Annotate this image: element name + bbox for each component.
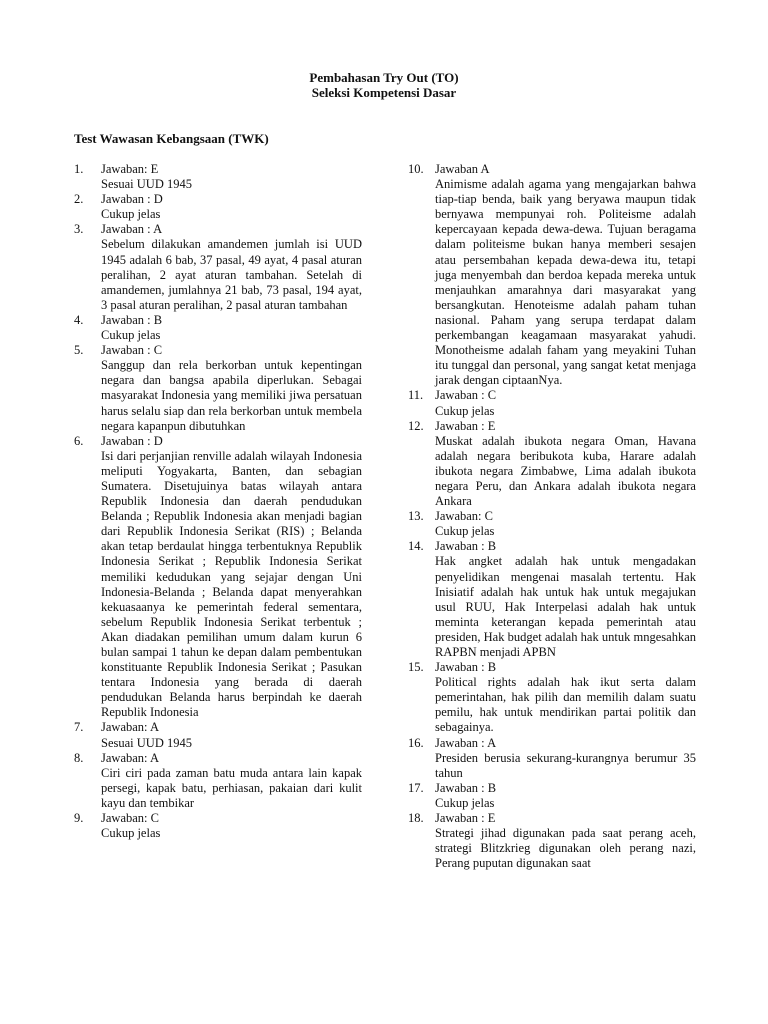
answer-explanation: Sesuai UUD 1945 <box>101 177 192 192</box>
item-number: 10. <box>408 162 424 176</box>
answer-item <box>408 811 696 871</box>
answer-explanation: Sebelum dilakukan amandemen jumlah isi UUD 1945 adalah 6 bab, 37 pasal, 49 ayat, 4 pasal aturan peralihan, 2 ayat aturan tambahan. Setelah di amandemen, jumlahnya 21 bab, 73 pasal, 194 ayat, 3 pasal aturan peralihan, 2 pasal aturan tambahan <box>101 237 362 312</box>
document-subtitle: Seleksi Kompetensi Dasar <box>311 85 457 100</box>
answer-item <box>74 313 362 343</box>
answer-item <box>408 509 696 539</box>
answer-item <box>408 419 696 510</box>
item-number: 8. <box>74 750 84 765</box>
answer-explanation: Cukup jelas <box>101 826 161 841</box>
document-header <box>0 70 768 100</box>
answer-key: Jawaban: E <box>101 162 159 176</box>
answer-explanation: Animisme adalah agama yang mengajarkan bahwa tiap-tiap benda, baik yang beryawa maupun tidak bernyawa mempunyai roh. Politeisme adalah kepercayaan kepada dewa-dewa. Tujuan beragama dalam politeisme bukan hanya memberi sesajen atau persembahan kepada dewa-dewa itu, tetapi juga menyembah dan berdoa kepada mereka untuk menjauhkan amarahnya dari masyarakat yang bersangkutan. Henoteisme adalah paham tuhan nasional. Paham yang serupa terdapat dalam perkembangan keagamaan masyarakat yahudi. Monotheisme adalah faham yang meyakini Tuhan itu tunggal dan personal, yang sangat ketat menjaga jarak dengan ciptaanNya. <box>435 177 696 388</box>
answer-explanation: Political rights adalah hak ikut serta dalam pemerintahan, hak pilih dan memilih dalam suatu pemilu, hak untuk mendirikan partai politik dan sebagainya. <box>435 675 696 735</box>
answer-explanation: Sesuai UUD 1945 <box>101 735 192 750</box>
answer-item <box>74 811 362 841</box>
answer-key: Jawaban: A <box>101 750 159 765</box>
answer-key: Jawaban : B <box>435 660 497 675</box>
answer-item <box>408 539 696 660</box>
item-number: 17. <box>408 780 424 795</box>
answer-item <box>408 388 696 418</box>
answer-item <box>74 222 362 313</box>
item-number: 9. <box>74 811 84 826</box>
answer-item <box>74 162 362 192</box>
item-number: 18. <box>408 811 424 826</box>
answer-key: Jawaban : D <box>101 192 163 207</box>
answer-item <box>408 781 696 811</box>
answer-explanation: Ciri ciri pada zaman batu muda antara lain kapak persegi, kapak batu, perhiasan, pakaian dari kulit kayu dan tembikar <box>101 765 362 810</box>
answer-key: Jawaban : C <box>435 388 497 403</box>
item-number: 16. <box>408 735 424 750</box>
answer-key: Jawaban : B <box>435 780 497 795</box>
right-column <box>408 162 696 871</box>
left-column <box>74 162 362 841</box>
answer-key: Jawaban : D <box>101 433 163 448</box>
answer-item <box>74 192 362 222</box>
answer-key: Jawaban : B <box>435 539 497 554</box>
answer-key: Jawaban : A <box>435 735 497 750</box>
answer-explanation: Cukup jelas <box>101 207 161 222</box>
section-heading: Test Wawasan Kebangsaan (TWK) <box>74 131 269 146</box>
answer-explanation: Hak angket adalah hak untuk mengadakan penyelidikan mengenai masalah tertentu. Hak Inisiatif adalah hak untuk hak untuk megajukan usul RUU, Hak Interpelasi adalah hak untuk meminta keterangan kepada pemerintah atau presiden, Hak budget adalah hak untuk mngesahkan RAPBN menjadi APBN <box>435 554 696 659</box>
answer-key: Jawaban : E <box>435 418 496 433</box>
item-number: 5. <box>74 343 84 358</box>
item-number: 15. <box>408 660 424 675</box>
answer-explanation: Strategi jihad digunakan pada saat perang aceh, strategi Blitzkrieg digunakan oleh perang nazi, Perang puputan digunakan saat <box>435 826 696 871</box>
answer-key: Jawaban : C <box>101 343 163 358</box>
answer-key: Jawaban: A <box>101 720 159 735</box>
item-number: 3. <box>74 222 84 237</box>
answer-item <box>74 343 362 434</box>
answer-key: Jawaban : B <box>101 312 163 327</box>
answer-key: Jawaban: C <box>101 811 159 826</box>
document-title: Pembahasan Try Out (TO) <box>309 70 459 85</box>
answer-key: Jawaban : E <box>435 811 496 826</box>
answer-item <box>408 660 696 735</box>
answer-item <box>74 720 362 750</box>
item-number: 6. <box>74 433 84 448</box>
answer-explanation: Muskat adalah ibukota negara Oman, Havana adalah negara beribukota kuba, Harare adalah ibukota negara Zimbabwe, Lima adalah ibukota negara Peru, dan Ankara adalah ibukota negara Ankara <box>435 433 696 509</box>
answer-item <box>74 434 362 721</box>
answer-explanation: Cukup jelas <box>101 328 161 343</box>
item-number: 13. <box>408 509 424 524</box>
answer-key: Jawaban A <box>435 162 490 176</box>
answer-explanation: Isi dari perjanjian renville adalah wilayah Indonesia meliputi Yogyakarta, Banten, dan sebagian Sumatera. Disetujuinya batas wilayah antara Republik Indonesia dan daerah pendudukan Belanda ; Republik Indonesia akan menjadi bagian dari Republik Indonesia Serikat (RIS) ; Belanda akan tetap berdaulat hingga terbentuknya Republik Indonesia Serikat ; Republik Indonesia Serikat memiliki kedudukan yang sejajar dengan Uni Indonesia-Belanda ; Belanda dapat menyerahkan kekuasaanya ke pemerintah federal sementara, sebelum Republik Indonesia Serikat terbentuk ; Akan diadakan pemilihan umum dalam kurun 6 bulan sampai 1 tahun ke depan dalam pembentukan konstituante Republik Indonesia Serikat ; Pasukan tentara Indonesia yang berada di daerah pendudukan Belanda harus berpindah ke daerah Republik Indonesia <box>101 448 362 720</box>
answer-explanation: Cukup jelas <box>435 524 495 539</box>
item-number: 7. <box>74 720 84 735</box>
answer-explanation: Presiden berusia sekurang-kurangnya berumur 35 tahun <box>435 750 696 780</box>
answer-key: Jawaban : A <box>101 222 163 237</box>
answer-item <box>408 736 696 781</box>
item-number: 4. <box>74 312 84 327</box>
answer-explanation: Cukup jelas <box>435 403 495 418</box>
answer-explanation: Sanggup dan rela berkorban untuk kepentingan negara dan bangsa apabila diperlukan. Sebagai masyarakat Indonesia yang memiliki jiwa persatuan harus selalu siap dan rela berkorban untuk membela negara kapanpun dibutuhkan <box>101 358 362 433</box>
item-number: 2. <box>74 192 84 207</box>
item-number: 11. <box>408 388 424 403</box>
item-number: 1. <box>74 162 84 176</box>
item-number: 12. <box>408 418 424 433</box>
answer-item <box>408 162 696 388</box>
item-number: 14. <box>408 539 424 554</box>
answer-item <box>74 751 362 811</box>
answer-explanation: Cukup jelas <box>435 795 495 810</box>
answer-key: Jawaban: C <box>435 509 493 524</box>
